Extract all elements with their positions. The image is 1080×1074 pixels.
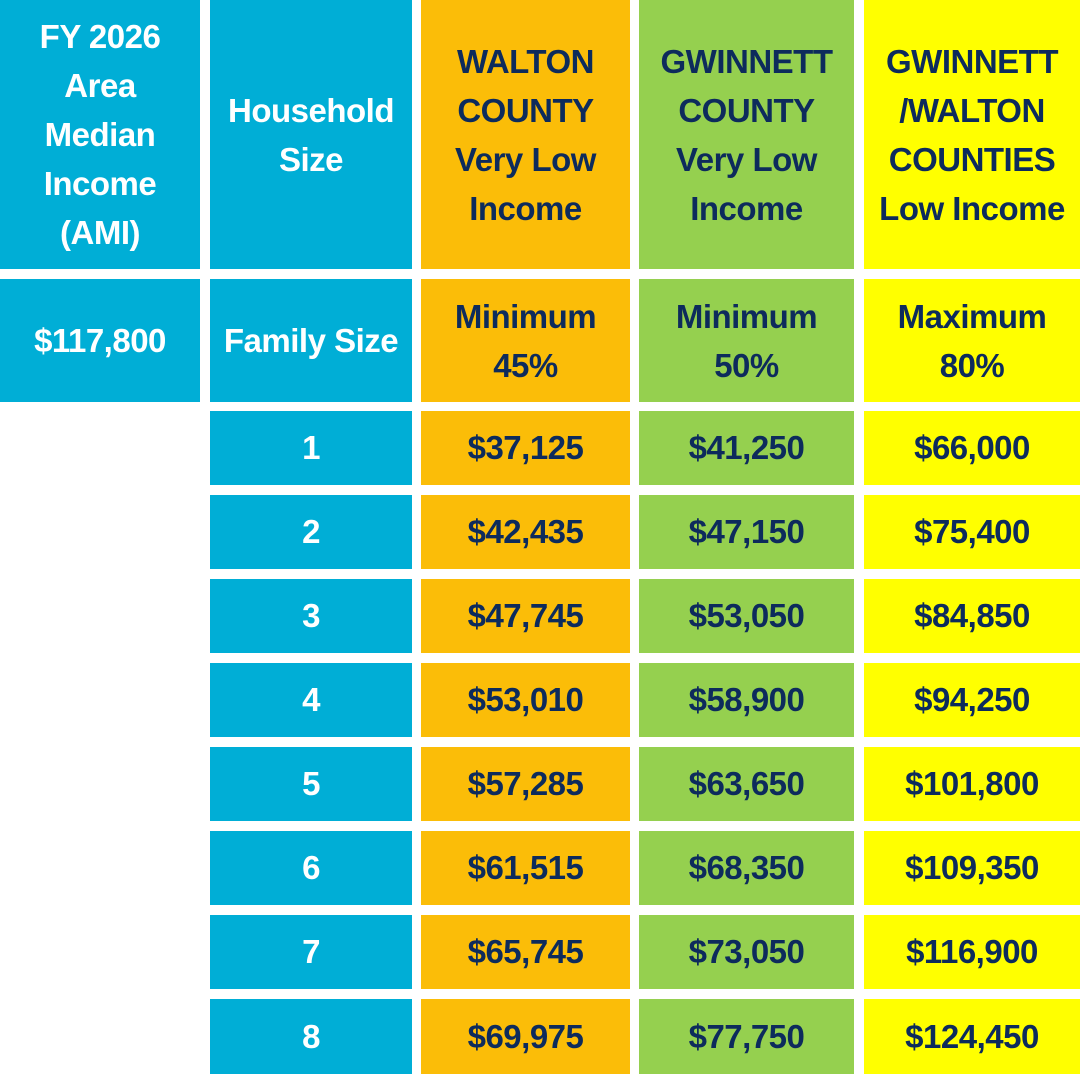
walton-threshold: [421, 279, 630, 402]
gwinnett-income-cell: $41,250: [639, 411, 854, 485]
gwinnett-header-line: Very Low: [676, 140, 817, 178]
ami-header-line: (AMI): [60, 214, 140, 251]
walton-threshold-line: 45%: [493, 346, 558, 384]
combined-header-line: COUNTIES: [888, 140, 1056, 178]
family-size-label: Family Size: [210, 279, 412, 402]
walton-header: [421, 0, 630, 269]
walton-income-cell: $57,285: [421, 747, 630, 821]
combined-threshold-line: 80%: [939, 346, 1005, 384]
household-size-cell: 4: [210, 663, 412, 737]
household-size-header-line: Household: [228, 91, 394, 129]
household-size-cell: 6: [210, 831, 412, 905]
combined-income-cell: $84,850: [864, 579, 1080, 653]
walton-header-line: COUNTY: [457, 91, 594, 129]
gwinnett-income-cell: $58,900: [639, 663, 854, 737]
walton-threshold-line: Minimum: [454, 297, 597, 335]
walton-income-cell: $61,515: [421, 831, 630, 905]
ami-value: $117,800: [0, 279, 200, 402]
combined-income-cell: $124,450: [864, 999, 1080, 1074]
combined-threshold: [864, 279, 1080, 402]
gwinnett-threshold-line: 50%: [714, 346, 779, 384]
gwinnett-income-cell: $53,050: [639, 579, 854, 653]
household-size-cell: 8: [210, 999, 412, 1074]
gwinnett-header-line: GWINNETT: [660, 42, 833, 80]
walton-header-line: WALTON: [457, 42, 594, 80]
gwinnett-threshold-line: Minimum: [675, 297, 818, 335]
gwinnett-header-line: Income: [690, 189, 803, 227]
household-size-header: [210, 0, 412, 269]
household-size-cell: 1: [210, 411, 412, 485]
combined-threshold-line: Maximum: [897, 297, 1047, 335]
ami-header: [0, 0, 200, 269]
walton-income-cell: $69,975: [421, 999, 630, 1074]
walton-header-line: Very Low: [455, 140, 596, 178]
ami-header-line: Income: [43, 165, 157, 202]
household-size-cell: 7: [210, 915, 412, 989]
gwinnett-income-cell: $63,650: [639, 747, 854, 821]
ami-header-line: FY 2026: [39, 18, 161, 55]
gwinnett-header-line: COUNTY: [678, 91, 815, 129]
gwinnett-income-cell: $73,050: [639, 915, 854, 989]
combined-income-cell: $94,250: [864, 663, 1080, 737]
combined-income-cell: $109,350: [864, 831, 1080, 905]
gwinnett-income-cell: $77,750: [639, 999, 854, 1074]
combined-income-cell: $75,400: [864, 495, 1080, 569]
gwinnett-income-cell: $47,150: [639, 495, 854, 569]
gwinnett-threshold: [639, 279, 854, 402]
walton-income-cell: $65,745: [421, 915, 630, 989]
household-size-cell: 5: [210, 747, 412, 821]
walton-income-cell: $42,435: [421, 495, 630, 569]
ami-header-line: Area: [64, 67, 136, 104]
combined-income-cell: $66,000: [864, 411, 1080, 485]
combined-header-line: /WALTON: [899, 91, 1045, 129]
ami-header-line: Median: [44, 116, 156, 153]
household-size-cell: 3: [210, 579, 412, 653]
walton-income-cell: $53,010: [421, 663, 630, 737]
gwinnett-income-cell: $68,350: [639, 831, 854, 905]
combined-income-cell: $116,900: [864, 915, 1080, 989]
gwinnett-header: [639, 0, 854, 269]
combined-header-line: Low Income: [879, 189, 1065, 227]
household-size-cell: 2: [210, 495, 412, 569]
household-size-header-line: Size: [278, 140, 344, 178]
walton-income-cell: $37,125: [421, 411, 630, 485]
combined-header-line: GWINNETT: [886, 42, 1058, 80]
walton-income-cell: $47,745: [421, 579, 630, 653]
combined-header: [864, 0, 1080, 269]
walton-header-line: Income: [469, 189, 582, 227]
combined-income-cell: $101,800: [864, 747, 1080, 821]
